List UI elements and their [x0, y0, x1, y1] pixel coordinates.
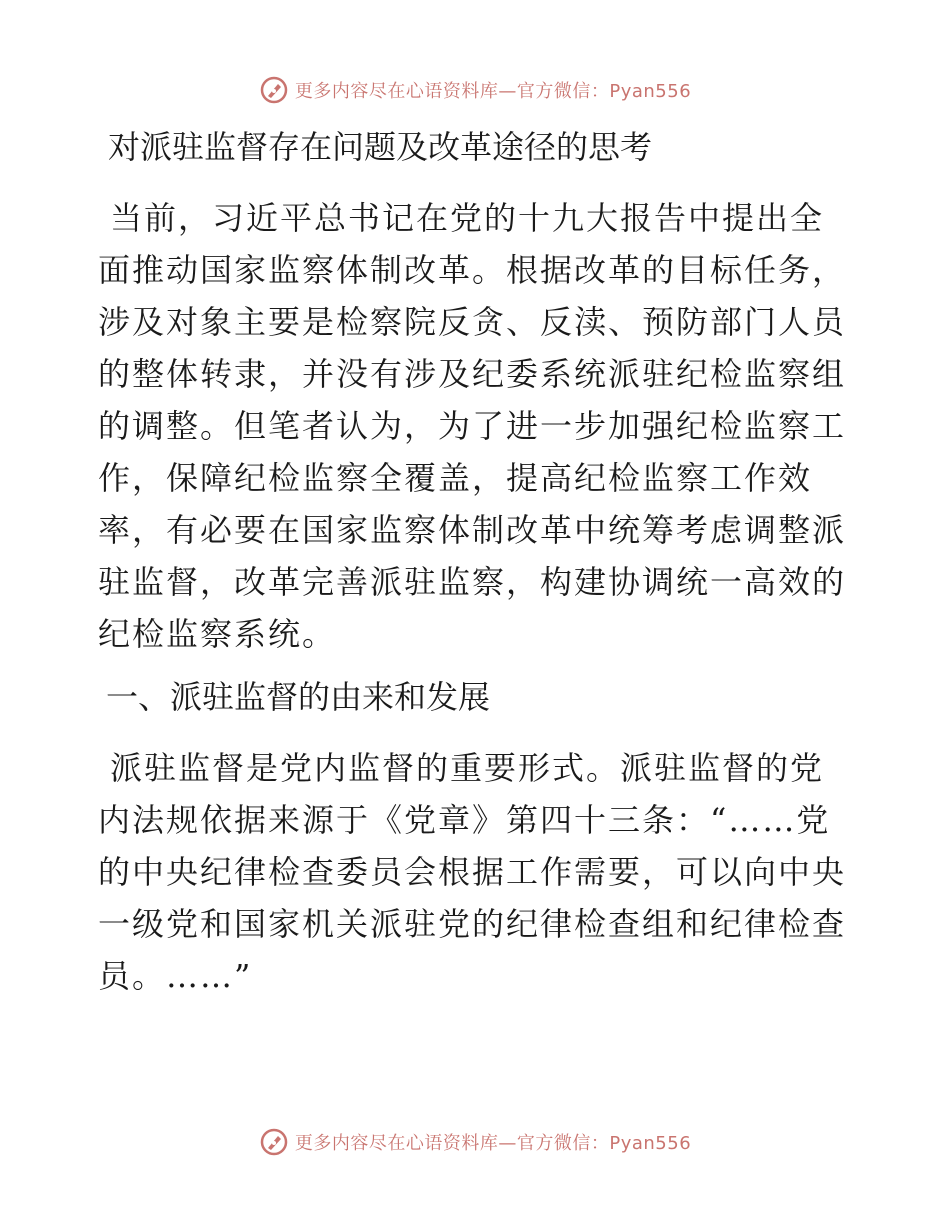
watermark-text: 更多内容尽在心语资料库—官方微信：Pyan556 — [294, 1133, 692, 1154]
watermark-header — [0, 72, 950, 108]
paragraph: 派驻监督是党内监督的重要形式。派驻监督的党内法规依据来源于《党章》第四十三条：“……党的中央纪律检查委员会根据工作需要，可以向中央一级党和国家机关派驻党的纪律检查组和纪律检查员。……” — [98, 749, 847, 995]
section-heading: 一、派驻监督的由来和发展 — [106, 678, 491, 716]
pen-nib-logo-icon — [259, 75, 289, 105]
document-body — [98, 124, 850, 1002]
watermark-footer — [0, 1124, 950, 1160]
document-title: 对派驻监督存在问题及改革途径的思考 — [108, 128, 653, 166]
paragraph: 当前，习近平总书记在党的十九大报告中提出全面推动国家监察体制改革。根据改革的目标任务，涉及对象主要是检察院反贪、反渎、预防部门人员的整体转隶，并没有涉及纪委系统派驻纪检监察组的调整。但笔者认为，为了进一步加强纪检监察工作，保障纪检监察全覆盖，提高纪检监察工作效率，有必要在国家监察体制改革中统筹考虑调整派驻监督，改革完善派驻监察，构建协调统一高效的纪检监察系统。 — [98, 199, 847, 653]
watermark-text: 更多内容尽在心语资料库—官方微信：Pyan556 — [294, 81, 692, 102]
pen-nib-logo-icon — [259, 1127, 289, 1157]
